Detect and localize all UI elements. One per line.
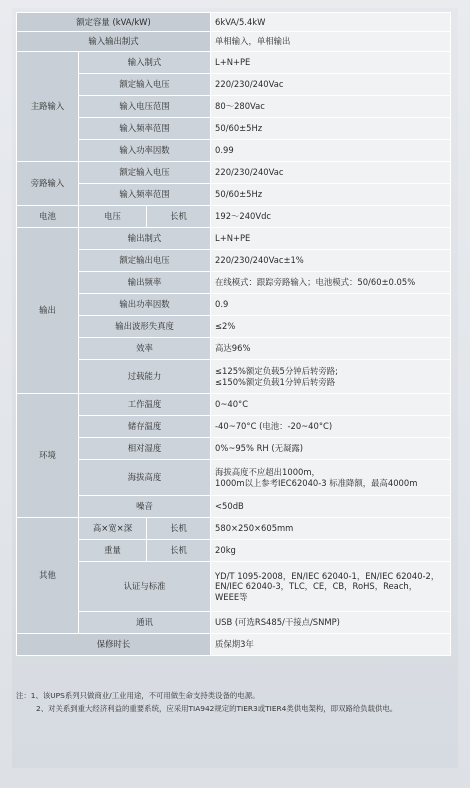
footnotes [16,690,452,715]
altitude-line-1: 海拔高度不应超出1000m， [215,467,320,477]
certification-label: 认证与标准 [79,562,211,612]
overload-capacity-value [211,360,451,394]
storage-temp-value: -40~70°C (电池：-20~40°C) [211,416,451,438]
rated-input-voltage-value: 220/230/240Vac [211,74,451,96]
overload-line-2: ≤150%额定负载1分钟后转旁路 [215,376,336,387]
noise-label: 噪音 [79,496,211,518]
altitude-value [211,460,451,496]
weight-label: 重量 [79,540,147,562]
table-row [17,13,451,32]
output-system-label: 输出制式 [79,228,211,250]
output-thd-value: ≤2% [211,316,451,338]
table-row [17,338,451,360]
battery-voltage-label: 电压 [79,206,147,228]
group-other: 其他 [17,518,79,634]
overload-capacity-label: 过载能力 [79,360,211,394]
cert-line-2: EN/IEC 62040-3，TLC，CE，CB，RoHS，Reach， [215,581,418,592]
group-output: 输出 [17,228,79,394]
rated-input-voltage-label: 额定输入电压 [79,74,211,96]
output-thd-label: 输出波形失真度 [79,316,211,338]
io-system-value: 单相输入，单相输出 [211,32,451,52]
table-row [17,140,451,162]
dimensions-label: 高×宽×深 [79,518,147,540]
table-row [17,540,451,562]
table-row [17,460,451,496]
table-row [17,250,451,272]
communication-label: 通讯 [79,612,211,634]
certification-value [211,562,451,612]
table-row [17,496,451,518]
overload-line-1: ≤125%额定负载5分钟后转旁路; [215,366,338,376]
operating-temp-label: 工作温度 [79,394,211,416]
table-row [17,612,451,634]
group-bypass-input: 旁路输入 [17,162,79,206]
cert-line-1: YD/T 1095-2008，EN/IEC 62040-1，EN/IEC 62040-2， [215,570,440,581]
table-row [17,32,451,52]
output-system-value: L+N+PE [211,228,451,250]
warranty-label: 保修时长 [17,634,211,656]
input-system-label: 输入制式 [79,52,211,74]
efficiency-value: 高达96% [211,338,451,360]
table-row [17,272,451,294]
dimensions-value: 580×250×605mm [211,518,451,540]
footnote-1: 注：1、该UPS系列只做商业/工业用途，不可用做生命支持类设备的电源。 [16,691,260,700]
rated-output-voltage-label: 额定输出电压 [79,250,211,272]
operating-temp-value: 0~40°C [211,394,451,416]
storage-temp-label: 储存温度 [79,416,211,438]
output-frequency-label: 输出频率 [79,272,211,294]
output-power-factor-label: 输出功率因数 [79,294,211,316]
io-system-label: 输入输出制式 [17,32,211,52]
battery-model-type: 长机 [147,206,211,228]
humidity-value: 0%~95% RH (无凝露) [211,438,451,460]
communication-value: USB (可选RS485/干接点/SNMP) [211,612,451,634]
noise-value: <50dB [211,496,451,518]
table-row [17,562,451,612]
input-frequency-range-label: 输入频率范围 [79,118,211,140]
table-row [17,118,451,140]
table-row [17,74,451,96]
dimensions-model-type: 长机 [147,518,211,540]
warranty-value: 质保期3年 [211,634,451,656]
capacity-value: 6kVA/5.4kW [211,13,451,32]
bypass-rated-voltage-value: 220/230/240Vac [211,162,451,184]
table-row [17,162,451,184]
spec-table [16,12,451,656]
group-environment: 环境 [17,394,79,518]
table-row [17,316,451,338]
table-row [17,228,451,250]
weight-model-type: 长机 [147,540,211,562]
input-power-factor-label: 输入功率因数 [79,140,211,162]
table-row [17,360,451,394]
input-power-factor-value: 0.99 [211,140,451,162]
group-main-input: 主路输入 [17,52,79,162]
output-power-factor-value: 0.9 [211,294,451,316]
cert-line-3: WEEE等 [215,591,248,602]
table-row [17,294,451,316]
efficiency-label: 效率 [79,338,211,360]
input-system-value: L+N+PE [211,52,451,74]
rated-output-voltage-value: 220/230/240Vac±1% [211,250,451,272]
altitude-label: 海拔高度 [79,460,211,496]
table-row [17,518,451,540]
input-voltage-range-value: 80～280Vac [211,96,451,118]
table-row [17,184,451,206]
group-battery: 电池 [17,206,79,228]
table-row [17,438,451,460]
bypass-rated-voltage-label: 额定输入电压 [79,162,211,184]
capacity-label: 额定容量 (kVA/kW) [17,13,211,32]
output-frequency-value: 在线模式：跟踪旁路输入；电池模式：50/60±0.05% [211,272,451,294]
input-voltage-range-label: 输入电压范围 [79,96,211,118]
bypass-frequency-range-label: 输入频率范围 [79,184,211,206]
altitude-line-2: 1000m以上参考IEC62040-3 标准降额，最高4000m [215,477,418,488]
humidity-label: 相对湿度 [79,438,211,460]
footnote-2: 2、对关系到重大经济利益的重要系统，应采用TIA942规定的TIER3或TIER4类供电架构，即双路给负载供电。 [36,703,398,713]
input-frequency-range-value: 50/60±5Hz [211,118,451,140]
weight-value: 20kg [211,540,451,562]
table-row [17,96,451,118]
table-row [17,206,451,228]
table-row [17,416,451,438]
table-row [17,394,451,416]
table-row [17,52,451,74]
battery-voltage-value: 192～240Vdc [211,206,451,228]
table-row [17,634,451,656]
bypass-frequency-range-value: 50/60±5Hz [211,184,451,206]
